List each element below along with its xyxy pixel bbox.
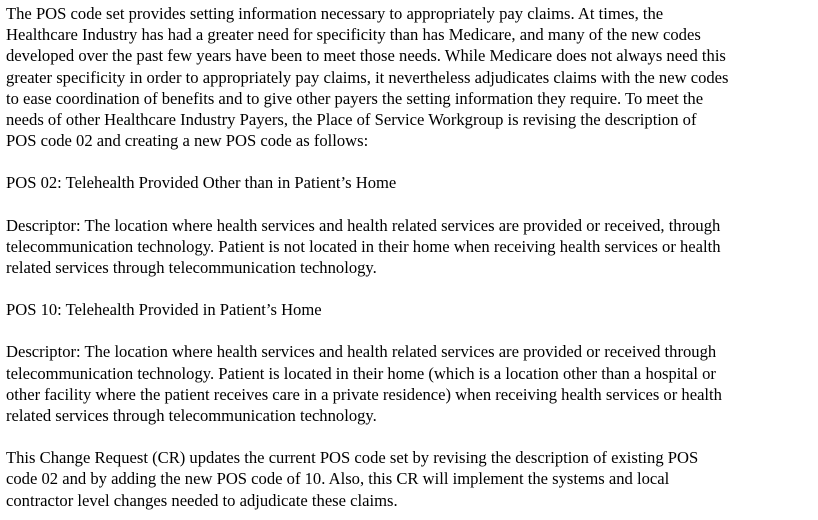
- pos10-descriptor-paragraph: Descriptor: The location where health services and health related services are provided or received through telecommunication technology. Patient is located in their home (which is a location other than a hospital or other facility where the patient receives care in a private residence) when receiving health services or health related services through telecommunication technology.: [6, 342, 722, 426]
- closing-paragraph: This Change Request (CR) updates the current POS code set by revising the description of existing POS code 02 and by adding the new POS code of 10. Also, this CR will implement the systems and local contractor level changes needed to adjudicate these claims.: [6, 448, 699, 510]
- pos02-descriptor-paragraph: Descriptor: The location where health services and health related services are provided or received, through telecommunication technology. Patient is not located in their home when receiving health services or health related services through telecommunication technology.: [6, 215, 721, 278]
- intro-paragraph: The POS code set provides setting information necessary to appropriately pay claims. At times, the Healthcare Industry has had a greater need for specificity than has Medicare, and many of the new codes developed over the past few years have been to meet those needs. While Medicare does not always need this greater specificity in order to appropriately pay claims, it nevertheless adjudicates claims with the new codes to ease coordination of benefits and to give other payers the setting information they require. To meet the needs of other Healthcare Industry Payers, the Place of Service Workgroup is revising the description of POS code 02 and creating a new POS code as follows:: [6, 4, 729, 151]
- pos10-heading: POS 10: Telehealth Provided in Patient’s Home: [6, 300, 322, 320]
- pos02-heading: POS 02: Telehealth Provided Other than in Patient’s Home: [6, 173, 397, 193]
